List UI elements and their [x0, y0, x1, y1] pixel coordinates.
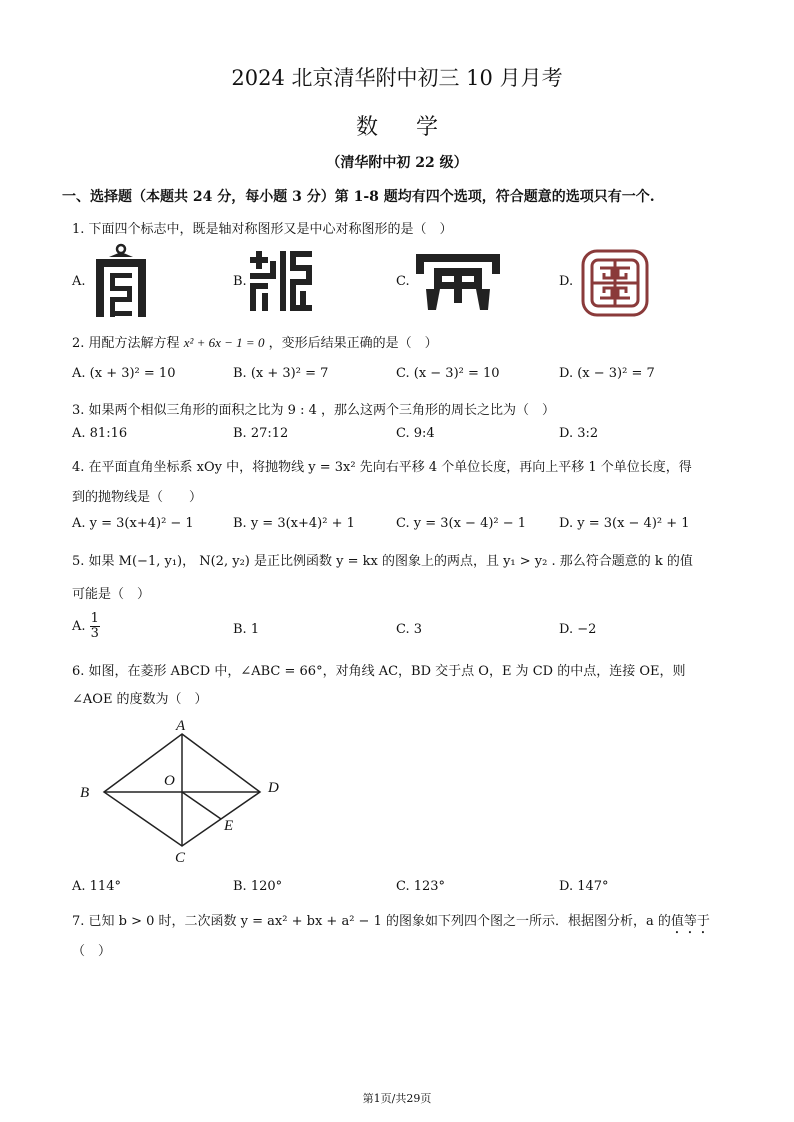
question-7-line2: （ ）: [72, 944, 112, 959]
q7-emphasis-text: 值等于: [670, 914, 710, 929]
q3-option-a: A. 81:16: [72, 426, 128, 441]
q5-option-c: C. 3: [396, 622, 423, 637]
seal-logo-a-icon: [90, 243, 152, 319]
q6-option-a: A. 114°: [72, 879, 121, 894]
section-heading: 一、选择题（本题共 24 分，每小题 3 分）第 1-8 题均有四个选项，符合题意的选项只有一个.: [62, 189, 655, 205]
question-6-line2: ∠AOE 的度数为（ ）: [72, 692, 208, 707]
fraction-numerator: 1: [90, 611, 99, 626]
segment-oe: [182, 792, 221, 819]
q3-option-d: D. 3:2: [559, 426, 599, 441]
q1-label-b: B.: [233, 274, 247, 289]
q4-option-b: B. y = 3(x+4)² + 1: [233, 516, 355, 531]
q4-option-c: C. y = 3(x − 4)² − 1: [396, 516, 527, 531]
q5-option-d: D. −2: [559, 622, 597, 637]
point-label-b: B: [80, 785, 90, 801]
q5-option-b: B. 1: [233, 622, 260, 637]
question-3-stem: 3. 如果两个相似三角形的面积之比为 9 : 4 ，那么这两个三角形的周长之比为（ ）: [72, 403, 555, 418]
q1-label-d: D.: [559, 274, 574, 289]
q4-option-d: D. y = 3(x − 4)² + 1: [559, 516, 690, 531]
fraction-denominator: 3: [90, 626, 99, 641]
q2-option-a: A. (x + 3)² = 10: [72, 366, 176, 381]
q4-option-a: A. y = 3(x+4)² − 1: [72, 516, 194, 531]
q1-label-a: A.: [72, 274, 86, 289]
q2-stem-part-b: ，变形后结果正确的是（ ）: [268, 336, 438, 351]
point-label-a: A: [176, 718, 186, 734]
page-footer: 第1页/共29页: [362, 1092, 432, 1105]
fret-logo-d-icon: [580, 248, 650, 318]
q3-option-b: B. 27:12: [233, 426, 289, 441]
rhombus-figure: [74, 716, 294, 866]
q1-label-c: C.: [396, 274, 410, 289]
grade-subtitle: （清华附中初 22 级）: [326, 155, 468, 171]
question-1-stem: 1. 下面四个标志中，既是轴对称图形又是中心对称图形的是（ ）: [72, 222, 453, 237]
q2-equation: x² + 6x − 1 = 0: [183, 335, 265, 350]
question-2-stem: [72, 332, 438, 351]
point-label-c: C: [175, 850, 186, 866]
q2-stem-part-a: 2. 用配方法解方程: [72, 336, 180, 351]
q2-option-b: B. (x + 3)² = 7: [233, 366, 329, 381]
q2-option-d: D. (x − 3)² = 7: [559, 366, 655, 381]
q5-option-a: [72, 612, 100, 641]
q6-option-c: C. 123°: [396, 879, 446, 894]
question-7-line1: [72, 910, 710, 937]
vessel-logo-c-icon: [416, 254, 500, 310]
pattern-logo-b-icon: [250, 251, 312, 311]
point-label-o: O: [164, 773, 175, 789]
question-4-line2: 到的抛物线是（ ）: [72, 490, 203, 505]
q7-stem-part-a: 7. 已知 b > 0 时，二次函数 y = ax² + bx + a² − 1 的图象如下列四个图之一所示．根据图分析，a 的: [72, 914, 671, 929]
q3-option-c: C. 9:4: [396, 426, 435, 441]
q6-option-d: D. 147°: [559, 879, 609, 894]
q6-option-b: B. 120°: [233, 879, 283, 894]
page-title: 2024 北京清华附中初三 10 月月考: [231, 66, 563, 90]
question-5-line1: 5. 如果 M(−1, y₁)， N(2, y₂) 是正比例函数 y = kx 的图象上的两点，且 y₁ > y₂ . 那么符合题意的 k 的值: [72, 554, 693, 569]
question-6-line1: 6. 如图，在菱形 ABCD 中，∠ABC = 66°，对角线 AC，BD 交于点 O，E 为 CD 的中点，连接 OE，则: [72, 664, 686, 679]
q5-option-a-label: A.: [72, 619, 86, 634]
point-label-d: D: [268, 780, 279, 796]
q2-option-c: C. (x − 3)² = 10: [396, 366, 500, 381]
q5-option-a-fraction: [90, 612, 100, 641]
subject-heading: 数学: [355, 115, 476, 140]
point-label-e: E: [224, 818, 234, 834]
question-5-line2: 可能是（ ）: [72, 587, 151, 602]
question-4-line1: 4. 在平面直角坐标系 xOy 中，将抛物线 y = 3x² 先向右平移 4 个单位长度，再向上平移 1 个单位长度，得: [72, 460, 692, 475]
